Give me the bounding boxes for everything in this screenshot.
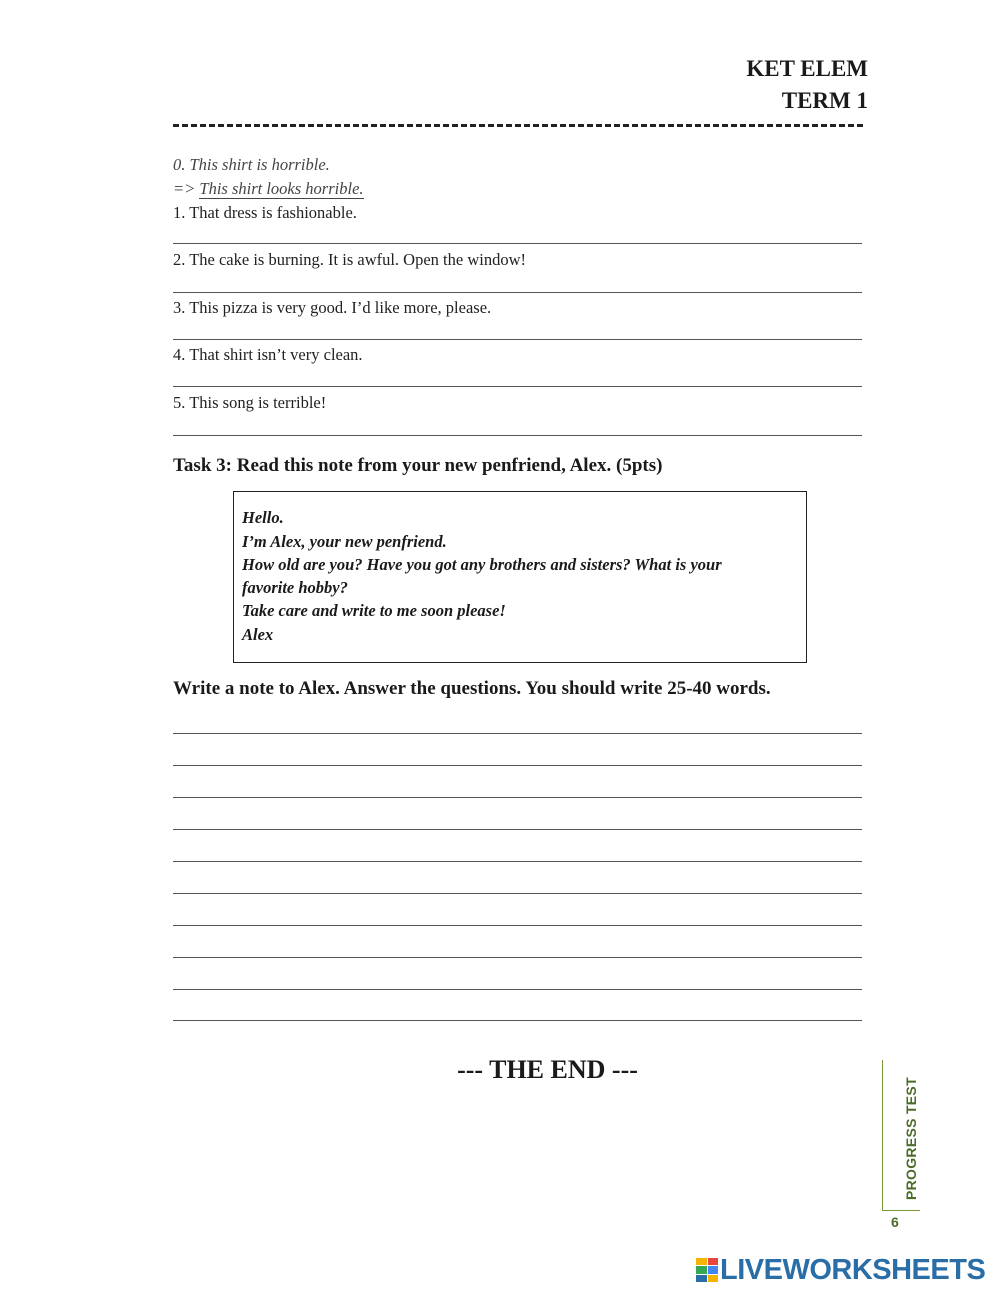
dashed-divider — [173, 124, 865, 127]
question-2: 2. The cake is burning. It is awful. Open the window! — [173, 250, 526, 269]
task3-title: Task 3: Read this note from your new penfriend, Alex. (5pts) — [173, 455, 663, 476]
liveworksheets-watermark — [696, 1253, 985, 1287]
note-line: Take care and write to me soon please! — [242, 601, 506, 620]
answer-line-3[interactable] — [173, 339, 862, 340]
liveworksheets-logo-icon — [696, 1258, 718, 1282]
example-answer — [173, 179, 364, 199]
header-term: TERM 1 — [781, 88, 868, 113]
writing-instruction: Write a note to Alex. Answer the questions. You should write 25-40 words. — [173, 678, 771, 699]
arrow: => — [173, 179, 200, 198]
answer-line-2[interactable] — [173, 292, 862, 293]
writing-line[interactable] — [173, 829, 862, 830]
question-4: 4. That shirt isn’t very clean. — [173, 345, 363, 364]
progress-test-label: PROGRESS TEST — [903, 1077, 919, 1200]
note-line: Alex — [242, 625, 274, 644]
progress-test-sidebar — [871, 1060, 921, 1240]
writing-line[interactable] — [173, 925, 862, 926]
question-5: 5. This song is terrible! — [173, 393, 327, 412]
note-line: I’m Alex, your new penfriend. — [242, 532, 447, 551]
writing-line[interactable] — [173, 797, 862, 798]
example-answer-text: This shirt looks horrible. — [199, 179, 364, 198]
sidebar-rule — [882, 1210, 920, 1211]
writing-line[interactable] — [173, 1020, 862, 1021]
writing-line[interactable] — [173, 733, 862, 734]
note-line: How old are you? Have you got any brothers and sisters? What is your — [242, 555, 722, 574]
writing-line[interactable] — [173, 861, 862, 862]
page-number: 6 — [891, 1214, 899, 1230]
the-end-text: --- THE END --- — [457, 1055, 638, 1084]
note-line: Hello. — [242, 508, 284, 527]
answer-line-4[interactable] — [173, 386, 862, 387]
answer-line-5[interactable] — [173, 435, 862, 436]
penfriend-note-box — [233, 491, 807, 663]
example-question: 0. This shirt is horrible. — [173, 155, 330, 174]
writing-line[interactable] — [173, 893, 862, 894]
writing-line[interactable] — [173, 765, 862, 766]
answer-line-1[interactable] — [173, 243, 862, 244]
sidebar-divider — [882, 1060, 883, 1210]
writing-line[interactable] — [173, 989, 862, 990]
writing-line[interactable] — [173, 957, 862, 958]
header-title: KET ELEM — [746, 56, 868, 81]
question-3: 3. This pizza is very good. I’d like more, please. — [173, 298, 492, 317]
question-1: 1. That dress is fashionable. — [173, 203, 357, 222]
note-line: favorite hobby? — [242, 578, 348, 597]
liveworksheets-text: LIVEWORKSHEETS — [720, 1253, 986, 1286]
